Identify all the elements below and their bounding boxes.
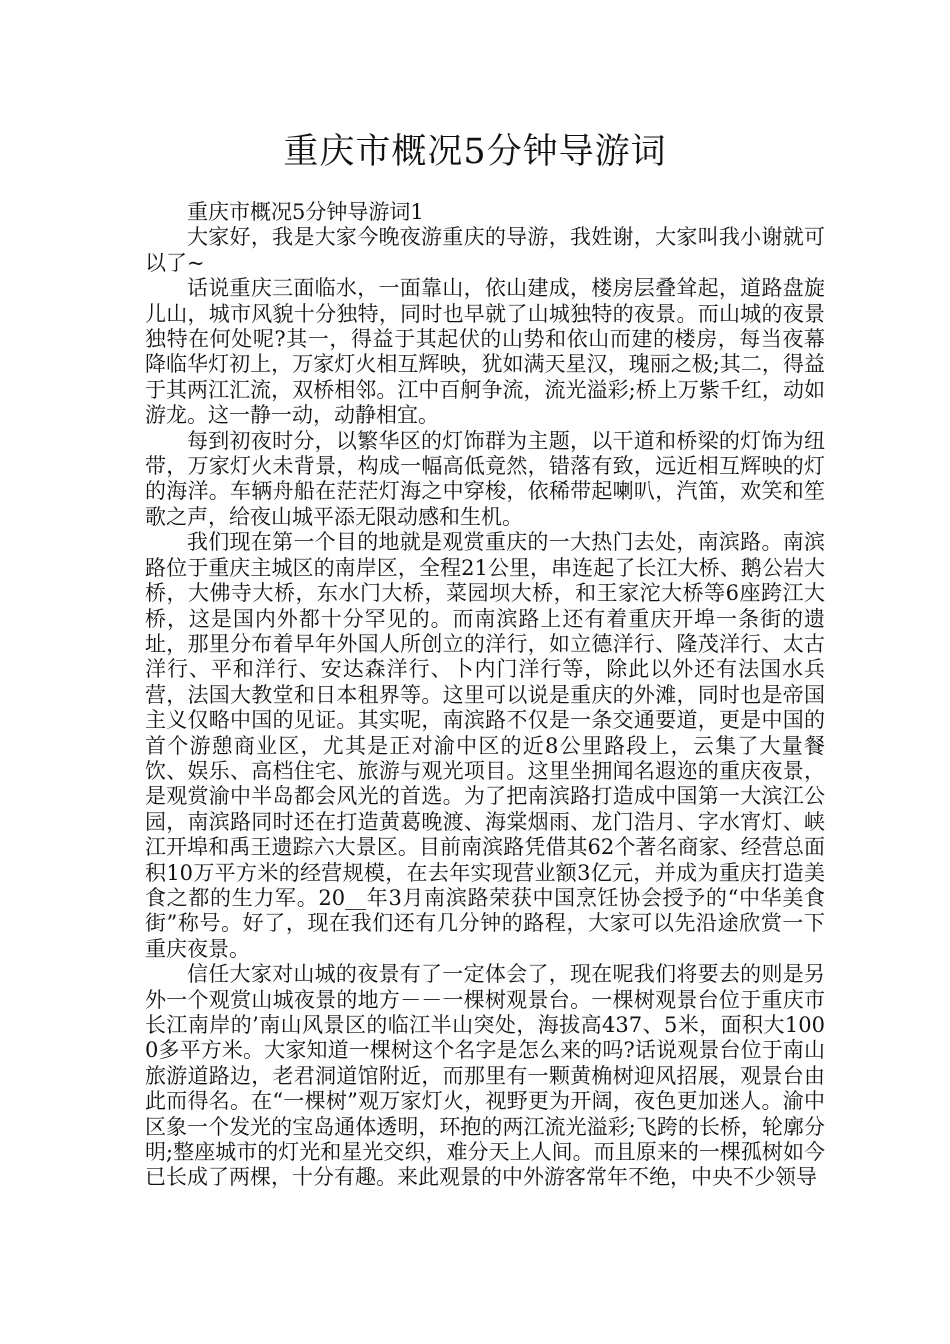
document-title: 重庆市概况5分钟导游词 xyxy=(283,132,667,172)
body-paragraph: 信任大家对山城的夜景有了一定体会了，现在呢我们将要去的则是另外一个观赏山城夜景的地方－－一棵树观景台。一棵树观景台位于重庆市长江南岸的’南山风景区的临江半山突处，海拔高437、5米，面积大1000多平方米。大家知道一棵树这个名字是怎么来的吗?话说观景台位于南山旅游道路边，老君洞道馆附近，而那里有一颗黄桷树迎风招展，观景台由此而得名。在“一棵树”观万家灯火，视野更为开阔，夜色更加迷人。渝中区象一个发光的宝岛通体透明，环抱的两江流光溢彩;飞跨的长桥，轮廓分明;整座城市的灯光和星光交织，难分天上人间。而且原来的一棵孤树如今已长成了两棵，十分有趣。来此观景的中外游客常年不绝，中央不少领导 xyxy=(145,962,825,1190)
intro-paragraph: 大家好，我是大家今晚夜游重庆的导游，我姓谢，大家叫我小谢就可以了~ xyxy=(145,225,825,275)
body-paragraph: 话说重庆三面临水，一面靠山，依山建成，楼房层叠耸起，道路盘旋儿山，城市风貌十分独特，同时也早就了山城独特的夜景。而山城的夜景独特在何处呢?其一，得益于其起伏的山势和依山而建的楼房，每当夜幕降临华灯初上，万家灯火相互辉映，犹如满天星汉，瑰丽之极;其二，得益于其两江汇流，双桥相邻。江中百舸争流，流光溢彩;桥上万紫千红，动如游龙。这一静一动，动静相宜。 xyxy=(145,276,825,428)
body-paragraph: 每到初夜时分，以繁华区的灯饰群为主题，以干道和桥梁的灯饰为纽带，万家灯火未背景，构成一幅高低竟然，错落有致，远近相互辉映的灯的海洋。车辆舟船在茫茫灯海之中穿梭，依稀带起喇叭，汽笛，欢笑和笙歌之声，给夜山城平添无限动感和生机。 xyxy=(145,428,825,529)
document-body xyxy=(145,200,825,1191)
subtitle-paragraph: 重庆市概况5分钟导游词1 xyxy=(187,200,424,224)
body-paragraph: 我们现在第一个目的地就是观赏重庆的一大热门去处，南滨路。南滨路位于重庆主城区的南岸区，全程21公里，串连起了长江大桥、鹅公岩大桥，大佛寺大桥，东水门大桥，菜园坝大桥，和王家沱大桥等6座跨江大桥，这是国内外都十分罕见的。而南滨路上还有着重庆开埠一条街的遗址，那里分布着早年外国人所创立的洋行，如立德洋行、隆茂洋行、太古洋行、平和洋行、安达森洋行、卜内门洋行等，除此以外还有法国水兵营，法国大教堂和日本租界等。这里可以说是重庆的外滩，同时也是帝国主义仅略中国的见证。其实呢，南滨路不仅是一条交通要道，更是中国的首个游憩商业区，尤其是正对渝中区的近8公里路段上，云集了大量餐饮、娱乐、高档住宅、旅游与观光项目。这里坐拥闻名遐迩的重庆夜景，是观赏渝中半岛都会风光的首选。为了把南滨路打造成中国第一大滨江公园，南滨路同时还在打造黄葛晚渡、海棠烟雨、龙门浩月、字水宵灯、峡江开埠和禹王遗踪六大景区。目前南滨路凭借其62个著名商家、经营总面积10万平方米的经营规模，在去年实现营业额3亿元，并成为重庆打造美食之都的生力军。20__年3月南滨路荣获中国烹饪协会授予的“中华美食街”称号。好了，现在我们还有几分钟的路程，大家可以先沿途欣赏一下重庆夜景。 xyxy=(145,530,825,961)
